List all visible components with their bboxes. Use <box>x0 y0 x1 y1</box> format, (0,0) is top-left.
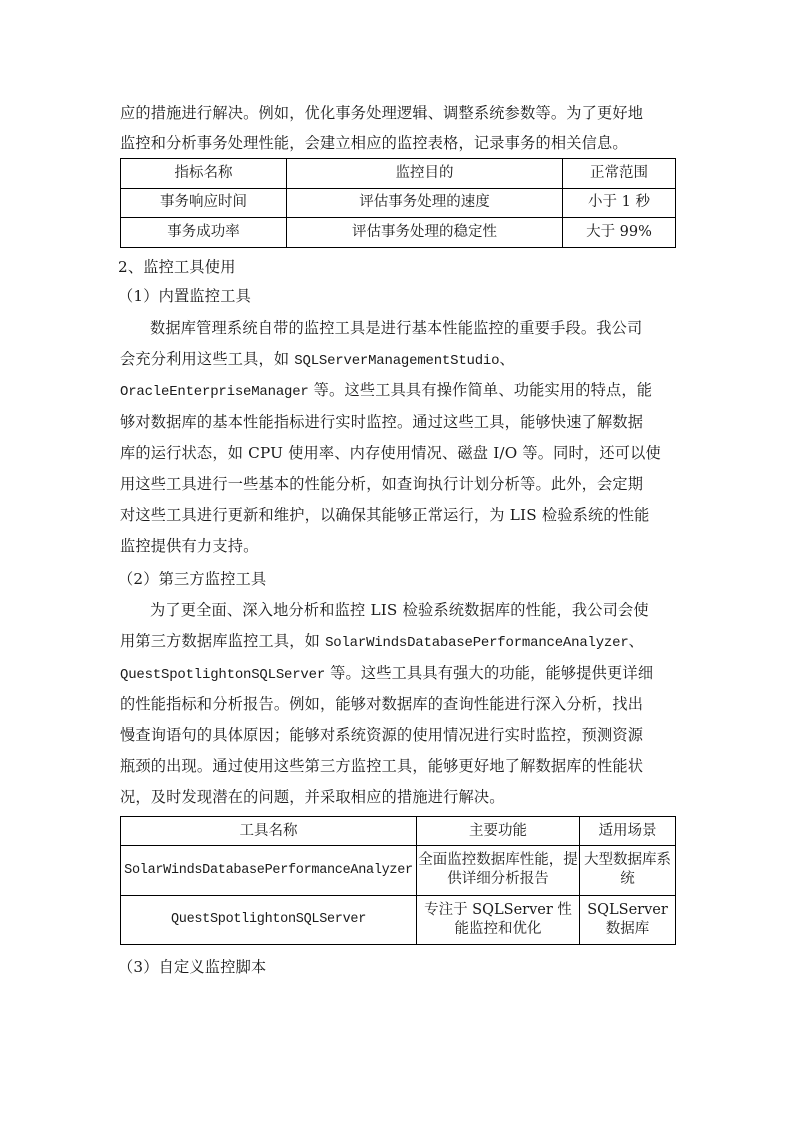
table-cell: 大于 99% <box>563 218 676 248</box>
table-cell: 事务响应时间 <box>121 188 287 218</box>
table-row <box>121 188 676 218</box>
paragraph-line: 应的措施进行解决。例如，优化事务处理逻辑、调整系统参数等。为了更好地 <box>120 104 644 122</box>
table-cell: 全面监控数据库性能，提供详细分析报告 <box>417 846 580 896</box>
tools-table <box>120 816 676 945</box>
table-cell: 评估事务处理的稳定性 <box>287 218 563 248</box>
paragraph-line: 况，及时发现潜在的问题，并采取相应的措施进行解决。 <box>120 788 505 806</box>
paragraph-line: 用这些工具进行一些基本的性能分析，如查询执行计划分析等。此外，会定期 <box>120 475 644 493</box>
table-cell: QuestSpotlightonSQLServer <box>121 895 417 945</box>
paragraph-line: 监控提供有力支持。 <box>120 537 259 555</box>
table-header-cell: 主要功能 <box>417 817 580 846</box>
subsection-heading: （1）内置监控工具 <box>118 287 251 305</box>
paragraph-line: 瓶颈的出现。通过使用这些第三方监控工具，能够更好地了解数据库的性能状 <box>120 757 644 775</box>
table-header-cell: 适用场景 <box>580 817 676 846</box>
table-header-row <box>121 817 676 846</box>
paragraph-line: 的性能指标和分析报告。例如，能够对数据库的查询性能进行深入分析，找出 <box>120 695 644 713</box>
table-cell: 大型数据库系统 <box>580 846 676 896</box>
paragraph-line: 对这些工具进行更新和维护，以确保其能够正常运行，为 LIS 检验系统的性能 <box>120 506 650 524</box>
table-cell: SQLServer 数据库 <box>580 895 676 945</box>
table-cell: 小于 1 秒 <box>563 188 676 218</box>
table-cell: 专注于 SQLServer 性能监控和优化 <box>417 895 580 945</box>
metrics-table <box>120 158 676 248</box>
subsection-heading: （3）自定义监控脚本 <box>118 958 267 976</box>
paragraph-line: 够对数据库的基本性能指标进行实时监控。通过这些工具，能够快速了解数据 <box>120 413 644 431</box>
table-cell: 评估事务处理的速度 <box>287 188 563 218</box>
table-row <box>121 895 676 945</box>
paragraph-line: 监控和分析事务处理性能，会建立相应的监控表格，记录事务的相关信息。 <box>120 134 628 152</box>
table-row <box>121 846 676 896</box>
paragraph-line: 为了更全面、深入地分析和监控 LIS 检验系统数据库的性能，我公司会使 <box>150 601 649 619</box>
table-cell: 事务成功率 <box>121 218 287 248</box>
table-header-cell: 正常范围 <box>563 159 676 189</box>
paragraph-line: OracleEnterpriseManager 等。这些工具具有操作简单、功能实用的特点，能 <box>120 381 653 400</box>
paragraph-line: 库的运行状态，如 CPU 使用率、内存使用情况、磁盘 I/O 等。同时，还可以使 <box>120 444 661 462</box>
table-header-cell: 指标名称 <box>121 159 287 189</box>
table-cell: SolarWindsDatabasePerformanceAnalyzer <box>121 846 417 896</box>
table-header-cell: 监控目的 <box>287 159 563 189</box>
paragraph-line: 数据库管理系统自带的监控工具是进行基本性能监控的重要手段。我公司 <box>150 319 643 337</box>
paragraph-line: 会充分利用这些工具，如 SQLServerManagementStudio、 <box>120 350 515 369</box>
section-heading: 2、监控工具使用 <box>118 258 236 276</box>
paragraph-line: 用第三方数据库监控工具，如 SolarWindsDatabasePerformanceAnalyzer、 <box>120 632 644 651</box>
paragraph-line: 慢查询语句的具体原因；能够对系统资源的使用情况进行实时监控，预测资源 <box>120 726 644 744</box>
paragraph-line: QuestSpotlightonSQLServer 等。这些工具具有强大的功能，能够提供更详细 <box>120 664 654 683</box>
table-header-row <box>121 159 676 189</box>
table-row <box>121 218 676 248</box>
table-header-cell: 工具名称 <box>121 817 417 846</box>
subsection-heading: （2）第三方监控工具 <box>118 570 267 588</box>
